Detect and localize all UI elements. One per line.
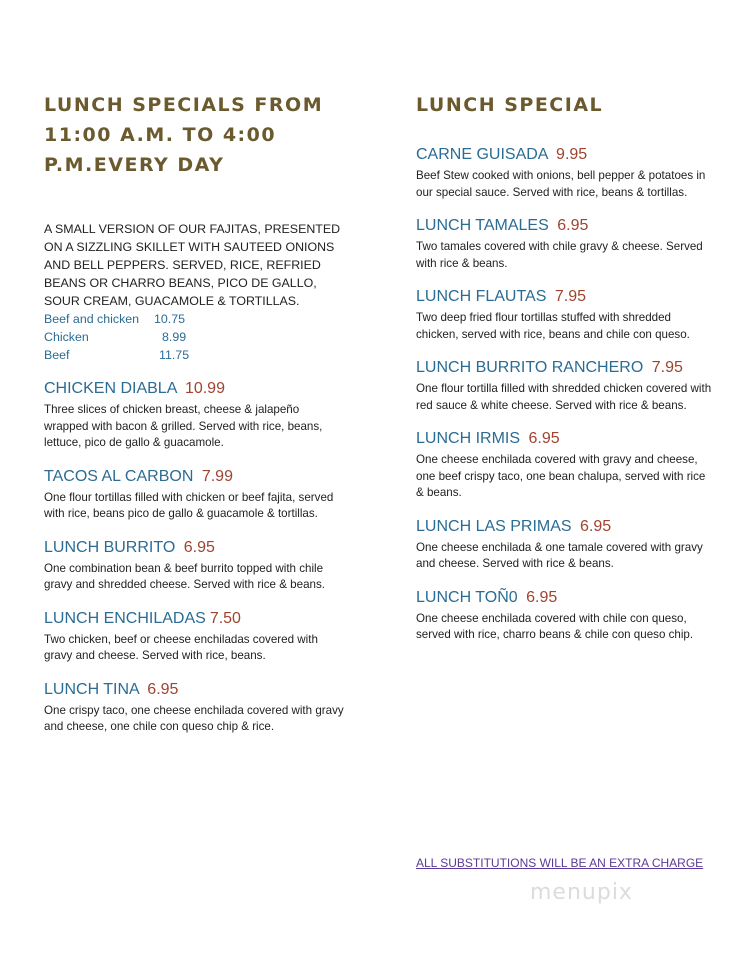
section-title: LUNCH SPECIAL — [416, 94, 604, 116]
item-description: One combination bean & beef burrito topped with chile gravy and shredded cheese. Served with rice & beans. — [44, 561, 325, 591]
menu-item — [416, 516, 716, 573]
item-description: One crispy taco, one cheese enchilada covered with gravy and cheese, one chile con queso chip & rice. — [44, 703, 344, 733]
item-description: Two deep fried flour tortillas stuffed with shredded chicken, served with rice, beans and chile con queso. — [416, 311, 690, 341]
item-name: LUNCH TINA — [44, 680, 139, 698]
substitution-note-link[interactable]: ALL SUBSTITUTIONS WILL BE AN EXTRA CHARGE — [416, 856, 704, 870]
item-price: 6.95 — [526, 588, 558, 606]
menu-item — [416, 587, 716, 644]
left-menu-items — [44, 378, 344, 736]
item-description: One cheese enchilada & one tamale covered with gravy and cheese. Served with rice & beans. — [416, 540, 703, 570]
menu-item — [416, 357, 716, 414]
title-line: 11:00 A.M. TO 4:00 — [44, 124, 277, 146]
item-description: Two tamales covered with chile gravy & cheese. Served with rice & beans. — [416, 240, 703, 270]
item-description: Two chicken, beef or cheese enchiladas covered with gravy and cheese. Served with rice, beans. — [44, 632, 318, 662]
item-description: One flour tortilla filled with shredded chicken covered with red sauce & white cheese. Served with rice & beans. — [416, 382, 712, 412]
menu-item — [416, 428, 716, 502]
item-description: One cheese enchilada covered with chile con queso, served with rice, charro beans & chile con queso chip. — [416, 611, 694, 641]
item-description: One flour tortillas filled with chicken or beef fajita, served with rice, beans pico de gallo & guacamole & tortillas. — [44, 490, 334, 520]
right-menu-items — [416, 144, 716, 644]
fajita-price-list — [44, 310, 344, 364]
item-description: Beef Stew cooked with onions, bell pepper & potatoes in our special sauce. Served with rice, beans & tortillas. — [416, 169, 706, 199]
item-name: LUNCH TAMALES — [416, 217, 549, 234]
item-name: LUNCH TOÑ0 — [416, 588, 518, 606]
menu-item — [416, 144, 716, 201]
fajita-description: A SMALL VERSION OF OUR FAJITAS, PRESENTED ON A SIZZLING SKILLET WITH SAUTEED ONIONS AND BELL PEPPERS. SERVED, RICE, REFRIED BEANS OR CHARRO BEANS, PICO DE GALLO, SOUR CREAM, GUACAMOLE & TORTILLAS. — [44, 222, 341, 308]
item-price: 6.95 — [557, 217, 589, 234]
item-name: CARNE GUISADA — [416, 146, 548, 163]
item-description: Three slices of chicken breast, cheese & jalapeño wrapped with bacon & grilled. Served with rice, beans, lettuce, pico de gallo & guacamole. — [44, 403, 323, 449]
price-row — [44, 328, 344, 346]
item-name: LUNCH BURRITO RANCHERO — [416, 359, 644, 376]
price-name: Beef — [44, 348, 70, 362]
item-price: 6.95 — [147, 680, 179, 698]
price-value: 8.99 — [162, 330, 187, 344]
price-value: 10.75 — [154, 312, 186, 326]
item-price: 6.95 — [580, 517, 612, 535]
price-name: Beef and chicken — [44, 312, 140, 326]
item-name: LUNCH FLAUTAS — [416, 288, 547, 305]
item-price: 6.95 — [528, 430, 560, 447]
title-line: LUNCH SPECIALS FROM — [44, 94, 324, 116]
title-line: P.M.EVERY DAY — [44, 154, 225, 176]
menu-item — [44, 679, 344, 736]
item-name: TACOS AL CARBON — [44, 467, 194, 485]
price-row — [44, 310, 344, 328]
item-price: 7.50 — [209, 609, 241, 627]
price-row — [44, 346, 344, 364]
right-column — [416, 90, 716, 658]
menu-item — [44, 378, 344, 452]
menu-item — [44, 608, 344, 665]
menu-item — [44, 537, 344, 594]
item-name: LUNCH BURRITO — [44, 538, 176, 556]
item-name: CHICKEN DIABLA — [44, 380, 177, 397]
price-name: Chicken — [44, 330, 89, 344]
item-price: 7.95 — [651, 359, 683, 376]
item-price: 6.95 — [183, 538, 215, 556]
item-price: 10.99 — [184, 380, 225, 397]
price-value: 11.75 — [159, 348, 190, 362]
menu-item — [44, 466, 344, 523]
item-price: 7.95 — [554, 288, 586, 305]
item-name: LUNCH LAS PRIMAS — [416, 517, 572, 535]
watermark-logo: menupix — [530, 880, 633, 905]
item-price: 7.99 — [201, 467, 233, 485]
item-description: One cheese enchilada covered with gravy and cheese, one beef crispy taco, one bean chalupa, served with rice & beans. — [416, 453, 706, 499]
item-name: LUNCH IRMIS — [416, 430, 521, 447]
left-column — [44, 90, 344, 750]
item-name: LUNCH ENCHILADAS — [44, 609, 206, 627]
menu-item — [416, 286, 716, 343]
page-title — [44, 90, 344, 180]
menu-item — [416, 215, 716, 272]
item-price: 9.95 — [556, 146, 588, 163]
